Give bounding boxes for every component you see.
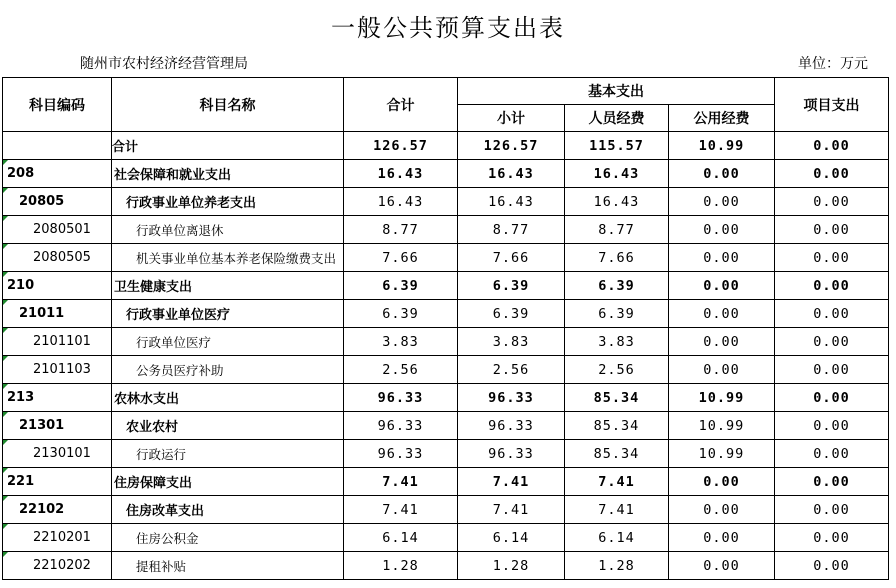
cell-project: 0.00 xyxy=(775,328,889,356)
cell-name: 卫生健康支出 xyxy=(112,272,344,300)
cell-public: 0.00 xyxy=(669,300,775,328)
cell-name: 行政事业单位医疗 xyxy=(112,300,344,328)
cell-code: 2101101 xyxy=(3,328,112,356)
cell-code: 2210201 xyxy=(3,524,112,552)
cell-public: 0.00 xyxy=(669,188,775,216)
cell-personnel: 6.39 xyxy=(565,272,669,300)
cell-project: 0.00 xyxy=(775,244,889,272)
table-row xyxy=(3,300,889,328)
cell-project: 0.00 xyxy=(775,440,889,468)
header-basic: 基本支出 xyxy=(458,78,775,105)
table-row xyxy=(3,524,889,552)
cell-code: 21301 xyxy=(3,412,112,440)
cell-subtotal: 6.39 xyxy=(458,272,565,300)
cell-subtotal: 7.66 xyxy=(458,244,565,272)
cell-personnel: 6.39 xyxy=(565,300,669,328)
table-row xyxy=(3,216,889,244)
cell-public: 0.00 xyxy=(669,160,775,188)
cell-name: 合计 xyxy=(112,132,344,160)
cell-project: 0.00 xyxy=(775,552,889,580)
cell-total: 16.43 xyxy=(344,188,458,216)
cell-total: 7.41 xyxy=(344,496,458,524)
cell-subtotal: 7.41 xyxy=(458,496,565,524)
cell-code: 2101103 xyxy=(3,356,112,384)
table-row xyxy=(3,412,889,440)
cell-personnel: 2.56 xyxy=(565,356,669,384)
cell-total: 96.33 xyxy=(344,440,458,468)
cell-personnel: 85.34 xyxy=(565,440,669,468)
cell-subtotal: 1.28 xyxy=(458,552,565,580)
cell-subtotal: 16.43 xyxy=(458,188,565,216)
cell-total: 8.77 xyxy=(344,216,458,244)
cell-code: 221 xyxy=(3,468,112,496)
cell-code: 2130101 xyxy=(3,440,112,468)
cell-public: 0.00 xyxy=(669,272,775,300)
cell-project: 0.00 xyxy=(775,384,889,412)
header-subtotal: 小计 xyxy=(458,105,565,132)
cell-personnel: 6.14 xyxy=(565,524,669,552)
header-public: 公用经费 xyxy=(669,105,775,132)
cell-project: 0.00 xyxy=(775,272,889,300)
cell-subtotal: 6.39 xyxy=(458,300,565,328)
cell-name: 住房保障支出 xyxy=(112,468,344,496)
cell-code: 210 xyxy=(3,272,112,300)
cell-subtotal: 7.41 xyxy=(458,468,565,496)
cell-subtotal: 96.33 xyxy=(458,412,565,440)
budget-table xyxy=(2,77,889,580)
table-row xyxy=(3,356,889,384)
cell-total: 2.56 xyxy=(344,356,458,384)
cell-name: 行政运行 xyxy=(112,440,344,468)
cell-personnel: 3.83 xyxy=(565,328,669,356)
table-row xyxy=(3,468,889,496)
table-row xyxy=(3,188,889,216)
cell-personnel: 16.43 xyxy=(565,160,669,188)
cell-subtotal: 126.57 xyxy=(458,132,565,160)
cell-public: 0.00 xyxy=(669,524,775,552)
cell-name: 公务员医疗补助 xyxy=(112,356,344,384)
cell-name: 提租补贴 xyxy=(112,552,344,580)
cell-personnel: 115.57 xyxy=(565,132,669,160)
cell-total: 96.33 xyxy=(344,384,458,412)
cell-total: 3.83 xyxy=(344,328,458,356)
cell-total: 6.39 xyxy=(344,300,458,328)
cell-project: 0.00 xyxy=(775,468,889,496)
cell-project: 0.00 xyxy=(775,412,889,440)
cell-public: 0.00 xyxy=(669,468,775,496)
cell-code: 208 xyxy=(3,160,112,188)
cell-name: 行政单位离退休 xyxy=(112,216,344,244)
cell-public: 10.99 xyxy=(669,412,775,440)
table-body xyxy=(3,132,889,580)
cell-public: 0.00 xyxy=(669,496,775,524)
cell-code: 2210202 xyxy=(3,552,112,580)
cell-project: 0.00 xyxy=(775,188,889,216)
cell-code xyxy=(3,132,112,160)
cell-project: 0.00 xyxy=(775,496,889,524)
unit-name: 随州市农村经济经营管理局 xyxy=(80,56,248,72)
page-title: 一般公共预算支出表 xyxy=(331,14,565,42)
cell-total: 6.14 xyxy=(344,524,458,552)
table-row xyxy=(3,160,889,188)
cell-name: 社会保障和就业支出 xyxy=(112,160,344,188)
cell-public: 10.99 xyxy=(669,440,775,468)
unit-label: 单位：万元 xyxy=(798,56,868,72)
table-row xyxy=(3,384,889,412)
cell-code: 213 xyxy=(3,384,112,412)
cell-project: 0.00 xyxy=(775,216,889,244)
cell-personnel: 8.77 xyxy=(565,216,669,244)
cell-subtotal: 3.83 xyxy=(458,328,565,356)
cell-subtotal: 96.33 xyxy=(458,440,565,468)
cell-personnel: 1.28 xyxy=(565,552,669,580)
header-project: 项目支出 xyxy=(775,78,889,132)
cell-total: 6.39 xyxy=(344,272,458,300)
cell-subtotal: 8.77 xyxy=(458,216,565,244)
cell-project: 0.00 xyxy=(775,132,889,160)
cell-code: 2080501 xyxy=(3,216,112,244)
cell-total: 7.66 xyxy=(344,244,458,272)
header-name: 科目名称 xyxy=(112,78,344,132)
table-row xyxy=(3,552,889,580)
cell-subtotal: 2.56 xyxy=(458,356,565,384)
cell-public: 10.99 xyxy=(669,132,775,160)
table-row xyxy=(3,496,889,524)
cell-name: 行政事业单位养老支出 xyxy=(112,188,344,216)
cell-personnel: 85.34 xyxy=(565,384,669,412)
cell-code: 2080505 xyxy=(3,244,112,272)
cell-name: 机关事业单位基本养老保险缴费支出 xyxy=(112,244,344,272)
table-row xyxy=(3,244,889,272)
cell-public: 0.00 xyxy=(669,244,775,272)
cell-project: 0.00 xyxy=(775,524,889,552)
cell-subtotal: 96.33 xyxy=(458,384,565,412)
cell-personnel: 85.34 xyxy=(565,412,669,440)
cell-name: 住房改革支出 xyxy=(112,496,344,524)
cell-total: 96.33 xyxy=(344,412,458,440)
cell-name: 住房公积金 xyxy=(112,524,344,552)
cell-public: 0.00 xyxy=(669,328,775,356)
cell-public: 0.00 xyxy=(669,356,775,384)
cell-project: 0.00 xyxy=(775,300,889,328)
cell-project: 0.00 xyxy=(775,160,889,188)
table-row xyxy=(3,132,889,160)
header-personnel: 人员经费 xyxy=(565,105,669,132)
cell-personnel: 7.41 xyxy=(565,496,669,524)
table-row xyxy=(3,440,889,468)
cell-public: 0.00 xyxy=(669,552,775,580)
cell-subtotal: 16.43 xyxy=(458,160,565,188)
table-row xyxy=(3,272,889,300)
cell-code: 20805 xyxy=(3,188,112,216)
table-row xyxy=(3,328,889,356)
cell-total: 16.43 xyxy=(344,160,458,188)
cell-code: 21011 xyxy=(3,300,112,328)
cell-personnel: 7.41 xyxy=(565,468,669,496)
cell-total: 7.41 xyxy=(344,468,458,496)
cell-total: 1.28 xyxy=(344,552,458,580)
cell-name: 农业农村 xyxy=(112,412,344,440)
cell-code: 22102 xyxy=(3,496,112,524)
cell-subtotal: 6.14 xyxy=(458,524,565,552)
cell-personnel: 7.66 xyxy=(565,244,669,272)
cell-public: 10.99 xyxy=(669,384,775,412)
cell-personnel: 16.43 xyxy=(565,188,669,216)
cell-name: 行政单位医疗 xyxy=(112,328,344,356)
cell-project: 0.00 xyxy=(775,356,889,384)
header-total: 合计 xyxy=(344,78,458,132)
cell-total: 126.57 xyxy=(344,132,458,160)
header-code: 科目编码 xyxy=(3,78,112,132)
cell-name: 农林水支出 xyxy=(112,384,344,412)
cell-public: 0.00 xyxy=(669,216,775,244)
